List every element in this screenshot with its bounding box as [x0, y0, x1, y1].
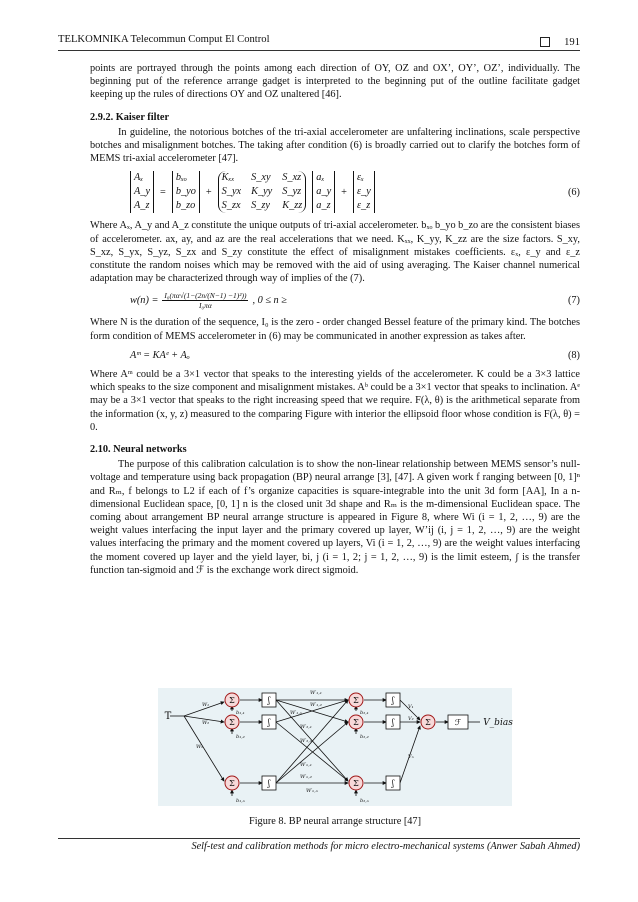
matrix-b: bₓₒ b_yo b_zo: [172, 171, 200, 213]
paragraph-292-2: Where Aₓ, A_y and A_z constitute the unique outputs of tri-axial accelerometer. bₓₒ b_yo b_zo are the consistent biases of accelerometer. ax, ay, and az are the real accelerations that we need. Kₓₓ, K_yy, K_zz are the size factors. S_xy, S_xz, S_yx, S_yz, S_zx and S_zy constitute the effect of misalignment mistakes coefficients. εₓ, ε_y and ε_z constitute the random noises which may be removed with the aid of using averaging. The Kaiser channel numerical adaptation may be characterized through way of implies of the (7).: [90, 220, 580, 285]
f-label: ʃ: [391, 718, 395, 727]
bias-label: b₂,₁: [360, 710, 369, 716]
section-heading-292: 2.9.2. Kaiser filter: [90, 111, 170, 123]
bias-label: b₂,₂: [360, 734, 369, 740]
F-label: ℱ: [454, 718, 462, 727]
f-label: ʃ: [267, 779, 271, 788]
running-footer: Self-test and calibration methods for micro electro-mechanical systems (Anwer Sabah Ahmed): [58, 838, 580, 852]
sum-label: Σ: [353, 696, 359, 705]
equation-7: w(n) = $\frac{\text{I₀(πα√(1−(2n/(N−1) −1)²))}}{\text{I₀πα}}$ , 0 ≤ n ≥ (7): [130, 291, 580, 311]
f-label: ʃ: [267, 696, 271, 705]
output-label: V_bias: [483, 718, 513, 728]
matrix-eps: εₓ ε_y ε_z: [353, 171, 375, 213]
w-prime-label: W′₂,ₙ: [300, 738, 312, 744]
w-label: W₁: [202, 702, 210, 708]
paragraph-292-3: Where N is the duration of the sequence, I₀ is the zero - order changed Bessel feature of the primary kind. The botches form condition of MEMS accelerometer in (6) may be communicated in another expression as takes after.: [90, 317, 580, 342]
journal-name: TELKOMNIKA Telecommun Comput El Control: [58, 34, 270, 45]
equation-number-7: (7): [567, 295, 580, 307]
matrix-K: Kₓₓ S_xy S_xz S_yx K_yy S_yz S_zx S_zy K_zz: [218, 171, 307, 213]
checkbox-icon: [540, 37, 550, 47]
bias-label: b₁,₂: [236, 734, 245, 740]
running-header: [58, 34, 580, 51]
w-prime-label: W′ₙ,ₙ: [306, 788, 318, 794]
figure-background: [158, 688, 512, 806]
w-prime-label: W′₁,₁: [310, 690, 322, 696]
w-prime-label: W′₂,₁: [300, 724, 312, 730]
main-content: [90, 62, 580, 577]
sum-label: Σ: [353, 718, 359, 727]
section-heading-210: 2.10. Neural networks: [90, 444, 187, 456]
bias-label: b₁,ₙ: [236, 798, 245, 804]
figure-caption: Figure 8. BP neural arrange structure [47]: [248, 816, 422, 827]
paragraph-292-1: In guideline, the notorious botches of the tri-axial accelerometer are unfaltering inclinations, scale perspective botches and misalignment botches. The taking after condition (6) is broadly carried out to clarify the botches form of MEMS tri-axial accelerometer [47].: [90, 126, 580, 165]
equation-number-6: (6): [567, 186, 580, 198]
w-label: W₂: [202, 720, 210, 726]
intro-paragraph: points are portrayed through the points among each direction of OY, OZ and OX’, OY’, OZ’, individually. The beginning put of the reference arrange gadget is interpreted to the beginning put of the outline facilitate gadget keeping up the rules of directions OY and OZ unaltered [46].: [90, 63, 580, 101]
w-prime-label: W′ₙ,₂: [300, 774, 312, 780]
f-label: ʃ: [391, 779, 395, 788]
equation-8: Aᵐ = KAᵉ + Aₒ (8): [130, 349, 580, 361]
sum-label: Σ: [425, 718, 431, 727]
sum-label: Σ: [229, 718, 235, 727]
equation-number-8: (8): [567, 349, 580, 361]
bias-label: b₁,₁: [236, 710, 245, 716]
input-label: T: [164, 711, 172, 722]
v-label: V₂: [408, 716, 414, 722]
paragraph-292-4: Where Aᵐ could be a 3×1 vector that speaks to the interesting yields of the accelerometer. K could be a 3×3 lattice which speaks to the size component and misalignment mistakes. Aᵇ could be a 3×1 vector that speaks to inclination. Aᵉ may be a 3×1 vector that speaks to the right increasing speed that we require. F(λ, θ) is the arithmetical separate from the information (x, y, z) measured to the comparing Figure with interior the ellipsoid floor whose condition is F(λ, θ) = 0.: [90, 369, 580, 433]
bias-label: b₂,ₙ: [360, 798, 369, 804]
w-prime-label: W′ₙ,₁: [300, 762, 312, 768]
matrix-a: aₓ a_y a_z: [312, 171, 335, 213]
v-label: V₁: [408, 704, 414, 710]
matrix-A: Aₓ A_y A_z: [130, 171, 154, 213]
sum-label: Σ: [353, 779, 359, 788]
f-label: ʃ: [391, 696, 395, 705]
f-label: ʃ: [267, 718, 271, 727]
w-prime-label: W′₁,ₙ: [290, 710, 302, 716]
w-label: Wₙ: [196, 744, 204, 750]
w-prime-label: W′₁,₂: [310, 702, 322, 708]
page-number: 191: [564, 36, 580, 48]
sum-label: Σ: [229, 779, 235, 788]
paragraph-210: The purpose of this calibration calculation is to show the non-linear relationship between MEMS sensor’s null-voltage and temperature using back propagation (BP) neural arrange [3], [47]. A given work f ranging between [0, 1]ⁿ and Rₘ, f belongs to L2 if each of f’s organize capacities is square-integrable into the unit 3d form [AA], In a n-dimensional Euclidean space, [0, 1] n is the closed unit 3d shape and Rₘ is the m-dimensional Euclidean space. The coming about arrangement BP neural arrange structure is appeared in Figure 8, where Wi (i = 1, 2, …, 9) are the weight values interfacing the input layer and the primary covered up layer, W’ij (i, j = 1, 2, …, 9) are the weight values interfacing the primary and the moment covered up layers, Vi (i = 1, 2, …, 9) are the weight values interfacing the moment covered up layer and the yield layer, bi, j (i = 1, 2; j = 1, 2, …, 9) is the limit esteem, ʃ is the transfer function tan-sigmoid and ℱ is the exchange work direct sigmoid.: [90, 459, 580, 576]
bp-network-figure: [150, 686, 520, 810]
equation-6: Aₓ A_y A_z = bₓₒ b_yo b_zo + Kₓₓ S_xy S_xz S_yx K_yy S_yz S_zx S_zy K_zz aₓ a_y a_z + εₓ ε_y ε_z (6): [90, 171, 580, 213]
v-label: Vₙ: [408, 754, 414, 760]
sum-label: Σ: [229, 696, 235, 705]
